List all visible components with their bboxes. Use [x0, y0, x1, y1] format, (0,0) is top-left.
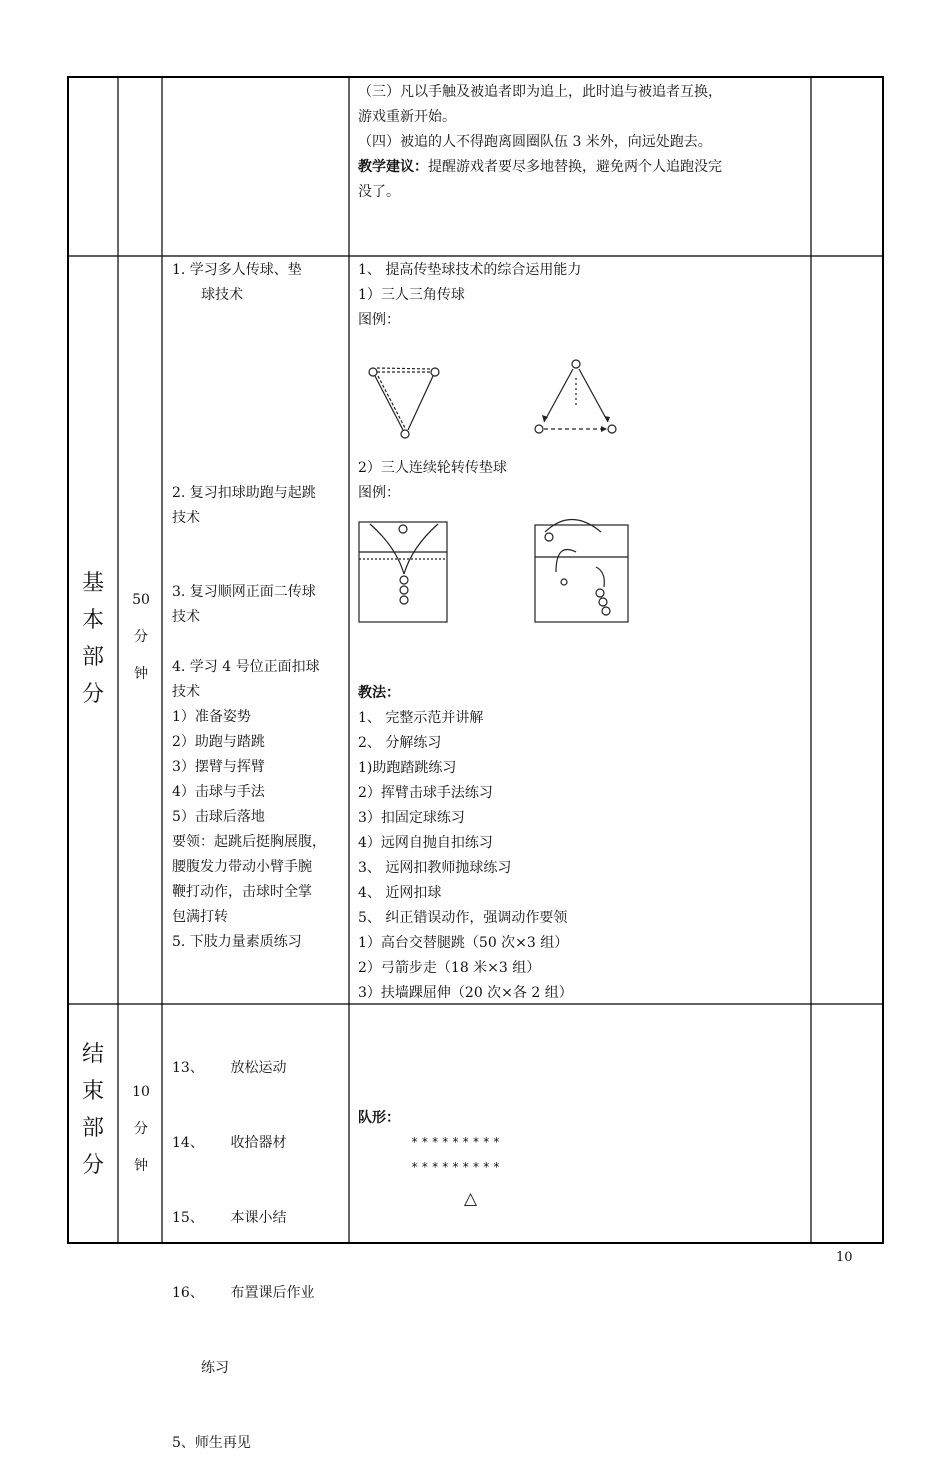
task-4-item: 3）摆臂与挥臂 [172, 759, 265, 775]
row2-content-mid [358, 456, 507, 506]
content-line-1: 1、 提高传垫球技术的综合运用能力 [358, 262, 582, 278]
duration-basic-unit-2: 钟 [134, 666, 148, 682]
task-4-item: 4）击球与手法 [172, 784, 265, 800]
page-number: 10 [836, 1250, 853, 1265]
task-3-line-2: 技术 [172, 609, 200, 625]
player-circle [431, 368, 439, 376]
task-3-line-1: 3. 复习顺网正面二传球 [172, 584, 316, 600]
player-circle [596, 589, 604, 597]
suggestion-text: 提醒游戏者要尽多地替换，避免两个人追跑没完 [428, 159, 722, 175]
player-circle [400, 586, 408, 594]
row1-line-2: 游戏重新开始。 [358, 109, 456, 125]
formation-row-2: ********* [411, 1160, 504, 1174]
task-4-item: 1）准备姿势 [172, 709, 251, 725]
player-circle [599, 598, 607, 606]
method-item: 5、 纠正错误动作，强调动作要领 [358, 910, 568, 926]
task-1-line-2: 球技术 [201, 287, 243, 303]
player-circle [400, 596, 408, 604]
method-item: 1）高台交替腿跳（50 次×3 组） [358, 935, 569, 951]
row3-tasks [172, 1006, 315, 1481]
task-2-line-2: 技术 [172, 510, 200, 526]
end-task: 14、 收拾器材 [172, 1135, 287, 1151]
duration-basic-unit-1: 分 [134, 629, 148, 645]
task-4-line-1: 4. 学习 4 号位正面扣球 [172, 659, 320, 675]
task-3 [172, 580, 316, 630]
end-task-cont: 练习 [201, 1360, 229, 1376]
duration-end-unit-1: 分 [134, 1121, 148, 1137]
duration-basic-num: 50 [132, 592, 150, 608]
end-task-last: 5、师生再见 [172, 1435, 251, 1451]
task-4-line-2: 技术 [172, 684, 200, 700]
end-task: 13、 放松运动 [172, 1060, 287, 1076]
method-item: 3）扶墙踝屈伸（20 次×各 2 组） [358, 985, 573, 1001]
player-circle [561, 579, 567, 585]
player-circle [401, 430, 409, 438]
suggestion-label: 教学建议： [358, 159, 428, 175]
duration-end [120, 1074, 162, 1185]
section-basic-char-4: 分 [81, 682, 104, 707]
player-circle [400, 576, 408, 584]
player-circle [535, 425, 543, 433]
method-item: 2）挥臂击球手法练习 [358, 785, 493, 801]
method-item: 3）扣固定球练习 [358, 810, 465, 826]
section-end [70, 1036, 116, 1184]
task-4 [172, 655, 326, 955]
rotation-pass-diagram [356, 512, 636, 624]
row1-content [358, 80, 722, 205]
content-line-3: 2）三人连续轮转传垫球 [358, 460, 507, 476]
row2-method [358, 681, 573, 1006]
formation-label: 队形： [358, 1110, 400, 1126]
setter-circle [399, 525, 407, 533]
method-item: 2）弓箭步走（18 米×3 组） [358, 960, 541, 976]
section-end-char-4: 分 [81, 1153, 104, 1178]
row1-suggestion [358, 155, 722, 180]
task-4-key: 鞭打动作，击球时全掌 [172, 884, 312, 900]
content-line-2: 1）三人三角传球 [358, 287, 465, 303]
section-end-char-3: 部 [81, 1116, 104, 1141]
player-circle [608, 425, 616, 433]
task-1-line-1: 1. 学习多人传球、垫 [172, 262, 302, 278]
row1-suggestion-cont: 没了。 [358, 184, 400, 200]
method-item: 4、 近网扣球 [358, 885, 442, 901]
row1-line-1: （三）凡以手触及被追者即为追上，此时追与被追者互换， [358, 84, 722, 100]
task-1 [172, 258, 302, 308]
task-4-key: 包满打转 [172, 909, 228, 925]
task-4-item: 5）击球后落地 [172, 809, 265, 825]
section-basic-char-2: 本 [81, 608, 104, 633]
end-task: 16、 布置课后作业 [172, 1285, 315, 1301]
method-item: 3、 远网扣教师抛球练习 [358, 860, 512, 876]
section-basic-char-1: 基 [81, 571, 104, 596]
legend-label-1: 图例： [358, 312, 400, 328]
section-basic-char-3: 部 [81, 645, 104, 670]
player-circle [572, 360, 580, 368]
task-2 [172, 481, 316, 531]
row2-content-top [358, 258, 581, 333]
section-basic [70, 565, 116, 713]
triangle-pass-diagram [360, 352, 640, 452]
task-2-line-1: 2. 复习扣球助跑与起跳 [172, 485, 316, 501]
task-4-key: 腰腹发力带动小臂手腕 [172, 859, 312, 875]
legend-label-2: 图例： [358, 485, 400, 501]
task-5: 5. 下肢力量素质练习 [172, 934, 302, 950]
setter-circle [545, 533, 553, 541]
teacher-triangle-icon: △ [464, 1189, 478, 1209]
row1-line-3: （四）被追的人不得跑离圆圈队伍 3 米外，向远处跑去。 [358, 134, 712, 150]
method-label: 教法： [358, 685, 400, 701]
method-item: 1)助跑踏跳练习 [358, 760, 457, 776]
duration-end-num: 10 [132, 1084, 150, 1100]
method-item: 1、 完整示范并讲解 [358, 710, 484, 726]
task-4-item: 2）助跑与踏跳 [172, 734, 265, 750]
duration-end-unit-2: 钟 [134, 1158, 148, 1174]
end-task: 15、 本课小结 [172, 1210, 287, 1226]
section-end-char-2: 束 [81, 1079, 104, 1104]
method-item: 2、 分解练习 [358, 735, 442, 751]
player-circle [369, 368, 377, 376]
task-4-key: 要领：起跳后挺胸展腹， [172, 834, 326, 850]
duration-basic [120, 582, 162, 693]
formation-row-1: ********* [411, 1135, 504, 1149]
player-circle [602, 607, 610, 615]
section-end-char-1: 结 [81, 1042, 104, 1067]
method-item: 4）远网自抛自扣练习 [358, 835, 493, 851]
